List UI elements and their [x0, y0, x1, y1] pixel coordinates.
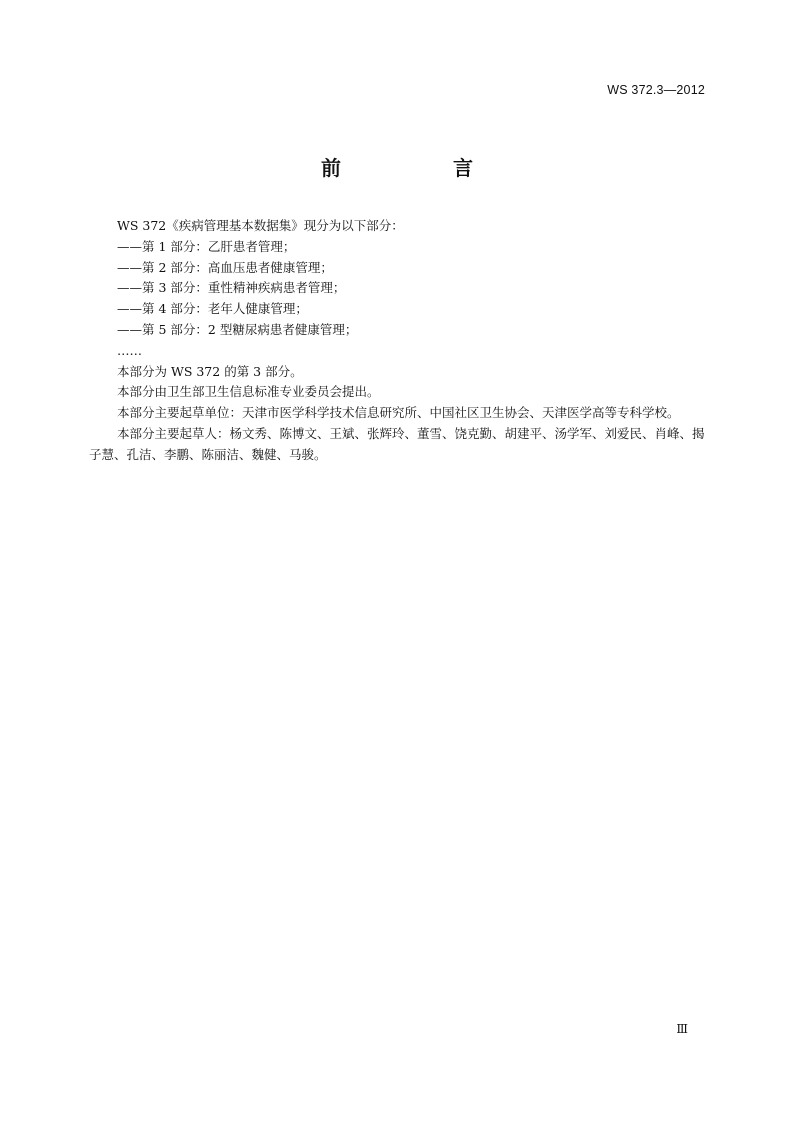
- part-item-ellipsis: ……: [117, 342, 142, 358]
- standard-code: WS 372.3—2012: [607, 83, 705, 97]
- part-item-1: ——第 1 部分：乙肝患者管理；: [117, 238, 296, 254]
- part-item-4: ——第 4 部分：老年人健康管理；: [117, 301, 308, 317]
- foreword-body: [89, 216, 709, 466]
- part-item-3: ——第 3 部分：重性精神疾病患者管理；: [117, 280, 346, 296]
- page-number: Ⅲ: [676, 1022, 688, 1036]
- proposed-by-statement: 本部分由卫生部卫生信息标准专业委员会提出。: [117, 384, 380, 400]
- part-item-2: ——第 2 部分：高血压患者健康管理；: [117, 259, 333, 275]
- part-item-5: ——第 5 部分：2 型糖尿病患者健康管理；: [117, 321, 358, 337]
- page-title: 前 言: [321, 156, 519, 180]
- drafting-units-statement: 本部分主要起草单位：天津市医学科学技术信息研究所、中国社区卫生协会、天津医学高等专科学校。: [117, 405, 680, 421]
- this-part-statement: 本部分为 WS 372 的第 3 部分。: [117, 363, 303, 379]
- intro-line: WS 372《疾病管理基本数据集》现分为以下部分：: [117, 218, 404, 233]
- drafters-statement: 本部分主要起草人：杨文秀、陈博文、王斌、张辉玲、董雪、饶克勤、胡建平、汤学军、刘爱民、肖峰、揭子慧、孔洁、李鹏、陈丽洁、魏健、马骏。: [89, 425, 705, 462]
